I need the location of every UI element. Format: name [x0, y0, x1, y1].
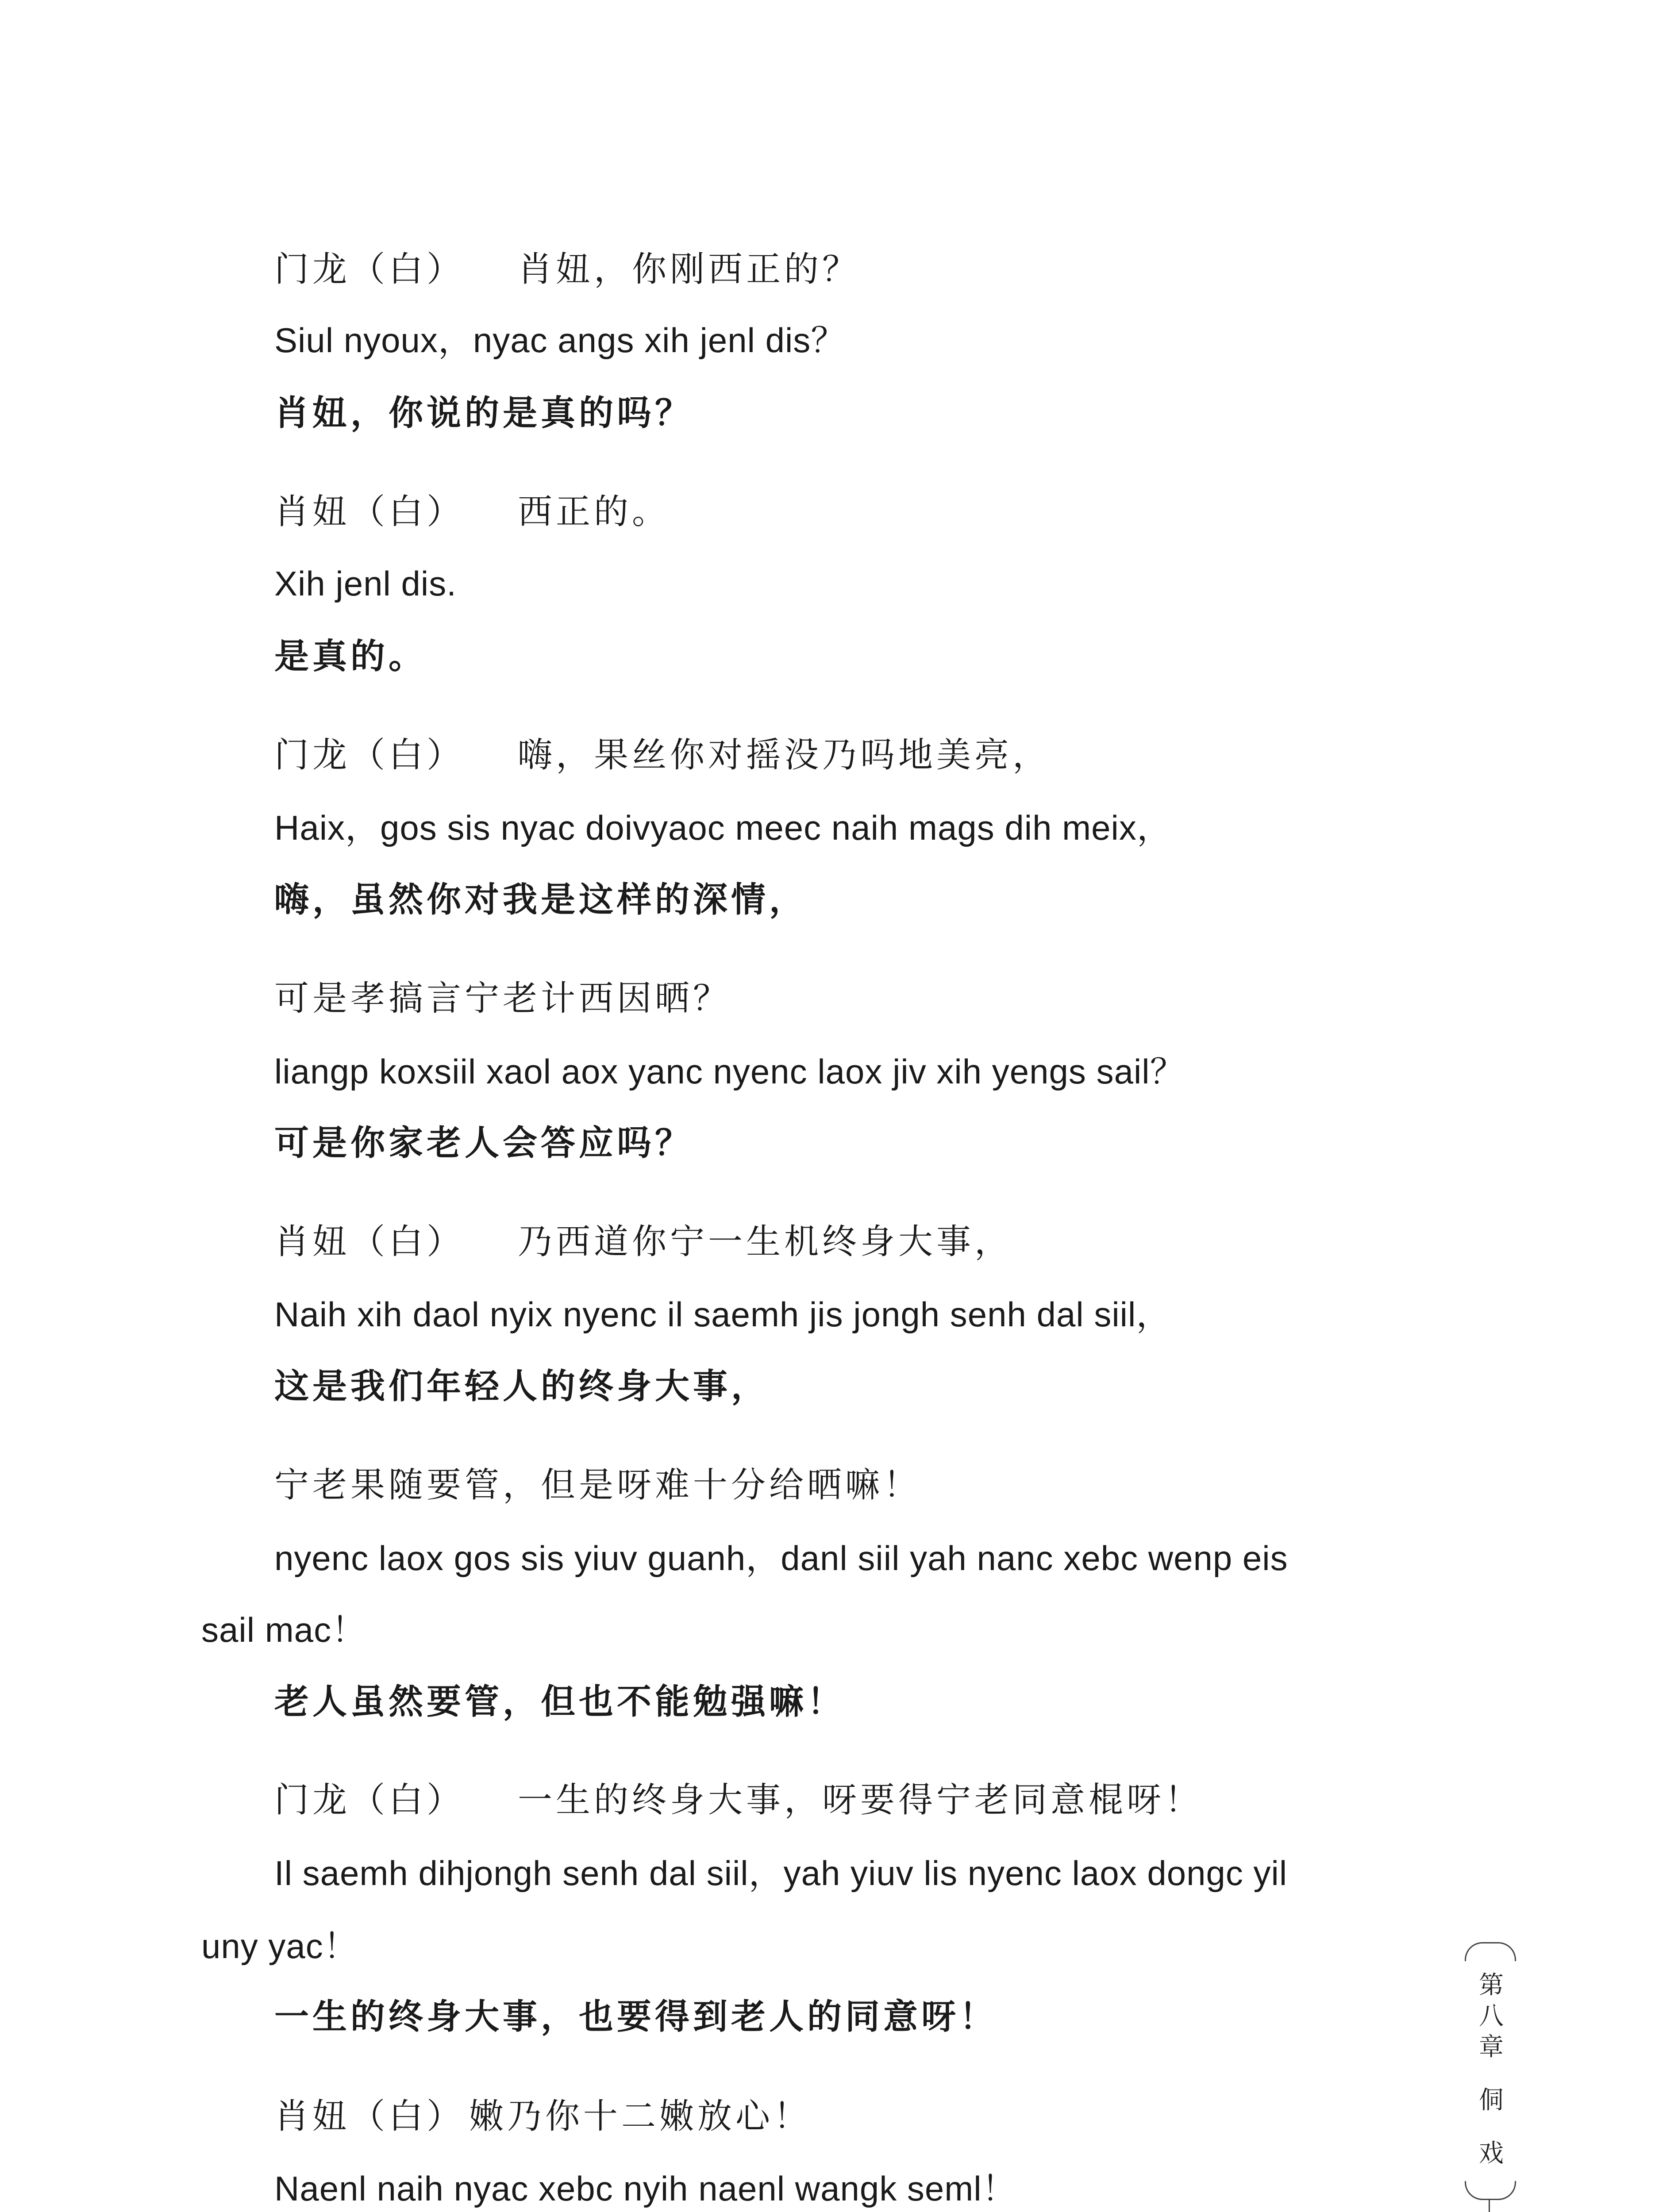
dialogue-line — [274, 2099, 812, 2134]
dialogue-line — [274, 492, 670, 532]
chapter-char: 八 — [1479, 2002, 1504, 2031]
dong-line: 宁老果随要管，但是呀难十分给晒嘛！ — [274, 1465, 922, 1505]
speaker-label: 肖妞（白） — [274, 2097, 465, 2136]
translation-line: 可是你家老人会答应吗？ — [274, 1123, 693, 1163]
dong-text: 嫩乃你十二嫩放心！ — [469, 2097, 812, 2136]
romanized-line-continued: uny yac！ — [201, 1927, 358, 1966]
bracket-stem — [1489, 2199, 1490, 2212]
dong-text: 肖妞，你刚西正的？ — [518, 250, 861, 289]
chapter-char: 章 — [1479, 2033, 1504, 2062]
translation-line: 肖妞，你说的是真的吗？ — [274, 393, 693, 433]
romanized-line: Il saemh dihjongh senh dal siil，yah yiuv lis nyenc laox dongc yil — [274, 1854, 1288, 1893]
translation-line: 一生的终身大事，也要得到老人的同意呀！ — [274, 1997, 998, 2037]
dong-text: 乃西道你宁一生机终身大事， — [518, 1222, 1013, 1262]
speaker-label: 肖妞（白） — [274, 492, 465, 532]
translation-line: 老人虽然要管，但也不能勉强嘛！ — [274, 1682, 846, 1722]
speaker-label: 门龙（白） — [274, 250, 465, 289]
speaker-label: 肖妞（白） — [274, 1222, 465, 1262]
dong-line: 可是孝搞言宁老计西因晒？ — [274, 979, 731, 1018]
translation-line: 这是我们年轻人的终身大事， — [274, 1367, 770, 1406]
translation-line: 嗨，虽然你对我是这样的深情， — [274, 880, 808, 920]
section-char: 戏 — [1479, 2139, 1504, 2168]
dong-text: 西正的。 — [518, 492, 670, 532]
romanized-line: Siul nyoux，nyac angs xih jenl dis？ — [274, 321, 846, 360]
dong-text: 嗨，果丝你对摇没乃吗地美亮， — [518, 735, 1051, 775]
dialogue-line — [274, 1222, 1013, 1262]
romanized-line-continued: sail mac！ — [201, 1610, 367, 1649]
romanized-line: nyenc laox gos sis yiuv guanh，danl siil yah nanc xebc wenp eis — [274, 1539, 1288, 1578]
bracket-bottom — [1465, 2181, 1516, 2200]
romanized-line: Naih xih daol nyix nyenc il saemh jis jongh senh dal siil， — [274, 1295, 1171, 1334]
romanized-line: Xih jenl dis. — [274, 564, 457, 603]
dialogue-line — [274, 252, 860, 287]
speaker-label: 门龙（白） — [274, 735, 465, 775]
translation-line: 是真的。 — [274, 637, 427, 676]
romanized-line: Haix，gos sis nyac doivyaoc meec naih mags dih meix， — [274, 808, 1172, 847]
speaker-label: 门龙（白） — [274, 1780, 465, 1820]
romanized-line: Naenl naih nyac xebc nyih naenl wangk seml！ — [274, 2169, 1017, 2208]
dong-text: 一生的终身大事，呀要得宁老同意棍呀！ — [518, 1780, 1203, 1820]
romanized-line: liangp koxsiil xaol aox yanc nyenc laox jiv xih yengs sail？ — [274, 1052, 1185, 1091]
chapter-char: 第 — [1479, 1971, 1504, 2000]
section-char: 侗 — [1479, 2086, 1504, 2115]
dialogue-line — [274, 735, 1051, 775]
chapter-side-tab — [1460, 1942, 1522, 2212]
bracket-top — [1465, 1942, 1516, 1961]
dialogue-line — [274, 1780, 1203, 1820]
